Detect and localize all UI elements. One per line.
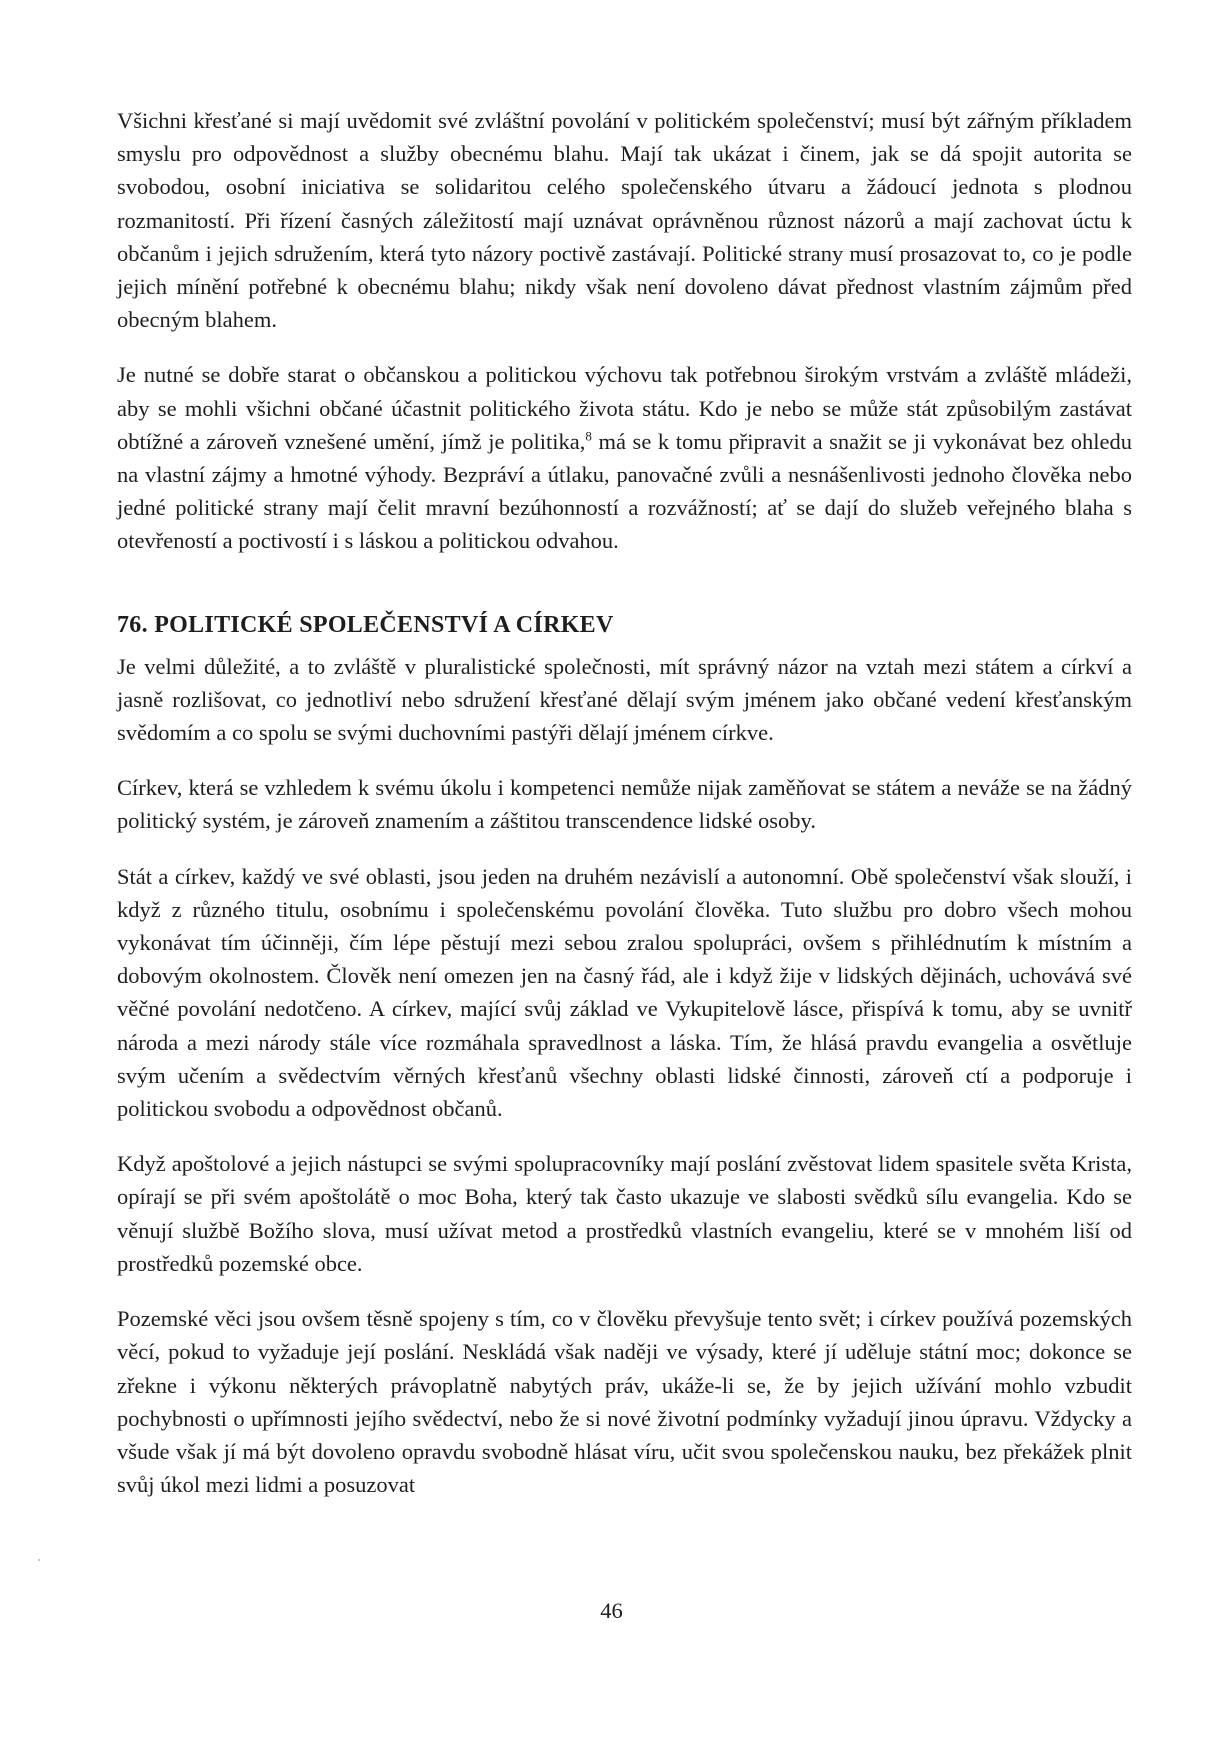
document-page xyxy=(117,104,1132,1523)
paragraph-civic-education xyxy=(117,358,1132,557)
paragraph-state-church-relation: Je velmi důležité, a to zvláště v pluralistické společnosti, mít správný názor na vztah mezi státem a církví a jasně rozlišovat, co jednotliví nebo sdružení křesťané dělají svým jménem jako občané vedení křesťanským svědomím a co spolu se svými duchovními pastýři dělají jménem církve. xyxy=(117,653,1132,746)
paragraph-text-start: Je nutné se dobře starat o občanskou a politickou výchovu tak potřebnou širokým vrstvám a zvláště mládeži, aby se mohli všichni občané účastnit politického života státu. Kdo je nebo se může stát způsobilým zastávat obtížné a zároveň vznešené umění, jímž je politika, xyxy=(117,362,1132,454)
paragraph-apostles-mission: Když apoštolové a jejich nástupci se svými spolupracovníky mají poslání zvěstovat lidem spasitele světa Krista, opírají se při svém apoštolátě o moc Boha, který tak často ukazuje ve slabosti svědků sílu evangelia. Kdo se věnují službě Božího slova, musí užívat metod a prostředků vlastních evangeliu, které se v mnohém liší od prostředků pozemské obce. xyxy=(117,1151,1132,1276)
scan-speck xyxy=(38,1559,40,1561)
paragraph-church-transcendence: Církev, která se vzhledem k svému úkolu i kompetenci nemůže nijak zaměňovat se státem a neváže se na žádný politický systém, je zároveň znamením a záštitou transcendence lidské osoby. xyxy=(117,775,1132,834)
paragraph-earthly-things: Pozemské věci jsou ovšem těsně spojeny s tím, co v člověku převyšuje tento svět; i církev používá pozemských věcí, pokud to vyžaduje její poslání. Neskládá však naději ve výsady, které jí uděluje státní moc; dokonce se zřekne i výkonu některých právoplatně nabytých práv, ukáže-li se, že by jejich užívání mohlo vzbudit pochybnosti o upřímnosti jejího svědectví, nebo že si nové životní podmínky vyžadují jinou úpravu. Vždycky a všude však jí má být dovoleno opravdu svobodně hlásat víru, učit svou společenskou nauku, bez překážek plnit svůj úkol mezi lidmi a posuzovat xyxy=(117,1306,1132,1498)
paragraph-christians-political-vocation: Všichni křesťané si mají uvědomit své zvláštní povolání v politickém společenství; musí být zářným příkladem smyslu pro odpovědnost a služby obecnému blahu. Mají tak ukázat i činem, jak se dá spojit autorita se svobodou, osobní iniciativa se solidaritou celého společenského útvaru a žádoucí jednota s plodnou rozmanitostí. Při řízení časných záležitostí mají uznávat oprávněnou různost názorů a mají zachovat úctu k občanům i jejich sdružením, která tyto názory poctivě zastávají. Politické strany musí prosazovat to, co je podle jejich mínění potřebné k obecnému blahu; nikdy však není dovoleno dávat přednost vlastním zájmům před obecným blahem. xyxy=(117,108,1132,333)
page-number: 46 xyxy=(600,1598,623,1623)
paragraph-state-church-autonomy: Stát a církev, každý ve své oblasti, jsou jeden na druhém nezávislí a autonomní. Obě společenství však slouží, i když z různého titulu, osobnímu i společenskému povolání člověka. Tuto službu pro dobro všech mohou vykonávat tím účinněji, čím lépe pěstují mezi sebou zralou spolupráci, ovšem s přihlédnutím k místním a dobovým okolnostem. Člověk není omezen jen na časný řád, ale i když žije v lidských dějinách, uchovává své věčné povolání nedotčeno. A církev, mající svůj základ ve Vykupitelově lásce, přispívá k tomu, aby se uvnitř národa a mezi národy stále více rozmáhala spravedlnost a láska. Tím, že hlásá pravdu evangelia a osvětluje svým učením a svědectvím věrných křesťanů všechny oblasti lidské činnosti, zároveň ctí a podporuje i politickou svobodu a odpovědnost občanů. xyxy=(117,863,1132,1122)
section-heading: 76. POLITICKÉ SPOLEČENSTVÍ A CÍRKEV xyxy=(117,611,614,638)
paragraph-text-end: má se k tomu připravit a snažit se ji vykonávat bez ohledu na vlastní zájmy a hmotné výhody. Bezpráví a útlaku, panovačné zvůli a nesnášenlivosti jednoho člověka nebo jedné politické strany mají čelit mravní bezúhonností a rozvážností; ať se dají do služeb veřejného blaha s otevřeností a poctivostí i s láskou a politickou odvahou. xyxy=(117,428,1133,554)
footnote-reference: 8 xyxy=(585,428,592,444)
